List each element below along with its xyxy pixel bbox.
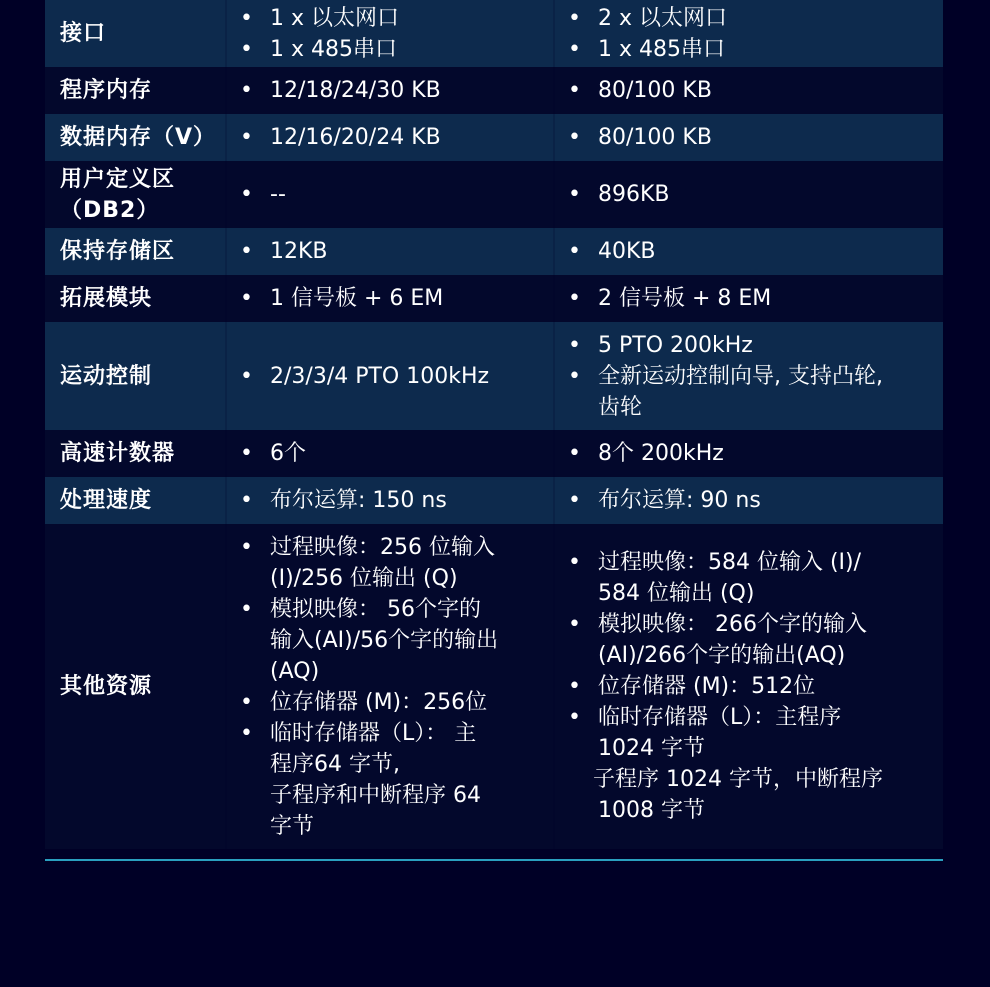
spec-list [555,438,937,469]
row-label-line: 保持存储区 [60,239,176,264]
row-label-line: 接口 [60,21,107,46]
spec-list-item: • 布尔运算: 150 ns [227,485,547,516]
spec-cell-col1 [225,322,553,430]
spec-list-item-continuation: (I)/256 位输出 (Q) [270,565,458,591]
spec-list-item-continuation: 子程序和中断程序 64 [270,782,481,808]
spec-list-item: • 896KB [555,179,937,210]
spec-list-item-continuation: (AI)/266个字的输出(AQ) [598,643,846,668]
spec-cell-col1 [225,0,553,67]
row-label-line: 处理速度 [60,488,153,513]
row-label [45,228,225,275]
spec-list-item: • 6个 [227,438,547,469]
spec-list-item: • 布尔运算: 90 ns [555,485,937,516]
spec-cell-col2 [553,228,943,275]
spec-cell-col1 [225,275,553,322]
spec-list-item-continuation: 输入(AI)/56个字的输出 [270,627,499,653]
spec-list [227,75,547,106]
spec-list-item-continuation: 程序64 字节, [270,751,400,777]
spec-list-item: • 40KB [555,236,937,267]
spec-list [555,236,937,267]
table-bottom-divider [45,859,943,861]
spec-list-item: • 12/18/24/30 KB [227,75,547,106]
spec-list-item: • 80/100 KB [555,75,937,106]
spec-list-item-continuation: (AQ) [270,658,320,684]
spec-list-item-continuation: 1024 字节 [598,736,705,761]
row-label-line: 拓展模块 [60,286,153,311]
spec-list-item: • 2 x 以太网口 [555,3,937,34]
spec-cell-col2 [553,430,943,477]
row-label-line: 高速计数器 [60,441,176,466]
row-label-line: 其他资源 [60,674,153,699]
row-label-line: 用户定义区 [60,166,176,192]
table-row-program-memory [45,67,943,114]
spec-cell-col2 [553,477,943,524]
row-label [45,477,225,524]
spec-list [555,283,937,314]
spec-list-item: • 位存储器 (M)：512位 [555,671,937,702]
spec-list [227,361,547,392]
spec-list-item: • 2 信号板 + 8 EM [555,283,937,314]
spec-cell-col1 [225,430,553,477]
row-label [45,275,225,322]
spec-list [227,532,547,842]
row-label [45,322,225,430]
spec-list-item: • 1 x 485串口 [555,34,937,65]
table-row-expansion-modules [45,275,943,322]
row-label [45,114,225,161]
spec-list-item: • 2/3/3/4 PTO 100kHz [227,361,547,392]
table-row-high-speed-counters [45,430,943,477]
spec-list [227,179,547,210]
spec-list-item-continuation: 子程序 1024 字节，中断程序 [593,767,883,792]
row-label [45,430,225,477]
spec-list [227,438,547,469]
spec-cell-col2 [553,114,943,161]
spec-list-item-continuation: 字节 [270,813,315,839]
table-row-data-memory [45,114,943,161]
spec-list [555,75,937,106]
spec-cell-col1 [225,161,553,228]
spec-list-item: • 8个 200kHz [555,438,937,469]
spec-list [555,547,937,826]
spec-list-item: • 临时存储器（L）：主程序 [555,702,937,733]
spec-list [555,485,937,516]
spec-list-item-continuation: 584 位输出 (Q) [598,581,755,606]
spec-cell-col2 [553,67,943,114]
spec-cell-col1 [225,524,553,849]
spec-list-item: • 位存储器 (M)：256位 [227,687,547,718]
spec-list-item: • 模拟映像： 56个字的 [227,594,547,625]
table-row-retentive-memory [45,228,943,275]
spec-cell-col2 [553,275,943,322]
spec-list-item: • 临时存储器（L）： 主 [227,718,547,749]
spec-cell-col1 [225,477,553,524]
spec-cell-col1 [225,228,553,275]
row-label-line: （DB2） [60,197,160,223]
row-label [45,0,225,67]
spec-list-item: • -- [227,179,547,210]
spec-cell-col2 [553,322,943,430]
row-label-line: 运动控制 [60,363,153,389]
spec-cell-col1 [225,67,553,114]
spec-list [227,236,547,267]
spec-list-item: • 12KB [227,236,547,267]
row-label-line: 数据内存（V） [60,125,217,150]
spec-list [555,179,937,210]
spec-list [555,122,937,153]
table-row-interface [45,0,943,67]
spec-list-item: • 过程映像：256 位输入 [227,532,547,563]
spec-list-item: • 80/100 KB [555,122,937,153]
spec-list-item-continuation: 齿轮 [598,394,643,420]
row-label-line: 程序内存 [60,78,153,103]
row-label [45,161,225,228]
spec-table [45,0,943,849]
spec-list-item-continuation: 1008 字节 [598,798,705,823]
spec-list-item: • 1 x 以太网口 [227,3,547,34]
spec-list [227,122,547,153]
spec-cell-col2 [553,524,943,849]
spec-list-item: • 模拟映像： 266个字的输入 [555,609,937,640]
spec-list-item: • 1 x 485串口 [227,34,547,65]
spec-list [227,485,547,516]
spec-list [227,283,547,314]
row-label [45,524,225,849]
spec-cell-col2 [553,161,943,228]
spec-list [227,3,547,65]
spec-list-item: • 过程映像：584 位输入 (I)/ [555,547,937,578]
spec-cell-col1 [225,114,553,161]
spec-list-item: • 全新运动控制向导, 支持凸轮, [555,361,937,392]
spec-list-item: • 5 PTO 200kHz [555,330,937,361]
spec-cell-col2 [553,0,943,67]
spec-list-item: • 1 信号板 + 6 EM [227,283,547,314]
table-row-other-resources [45,524,943,849]
spec-list [555,3,937,65]
spec-list [555,330,937,423]
spec-list-item: • 12/16/20/24 KB [227,122,547,153]
table-row-processing-speed [45,477,943,524]
table-row-user-defined-area [45,161,943,228]
row-label [45,67,225,114]
table-row-motion-control [45,322,943,430]
